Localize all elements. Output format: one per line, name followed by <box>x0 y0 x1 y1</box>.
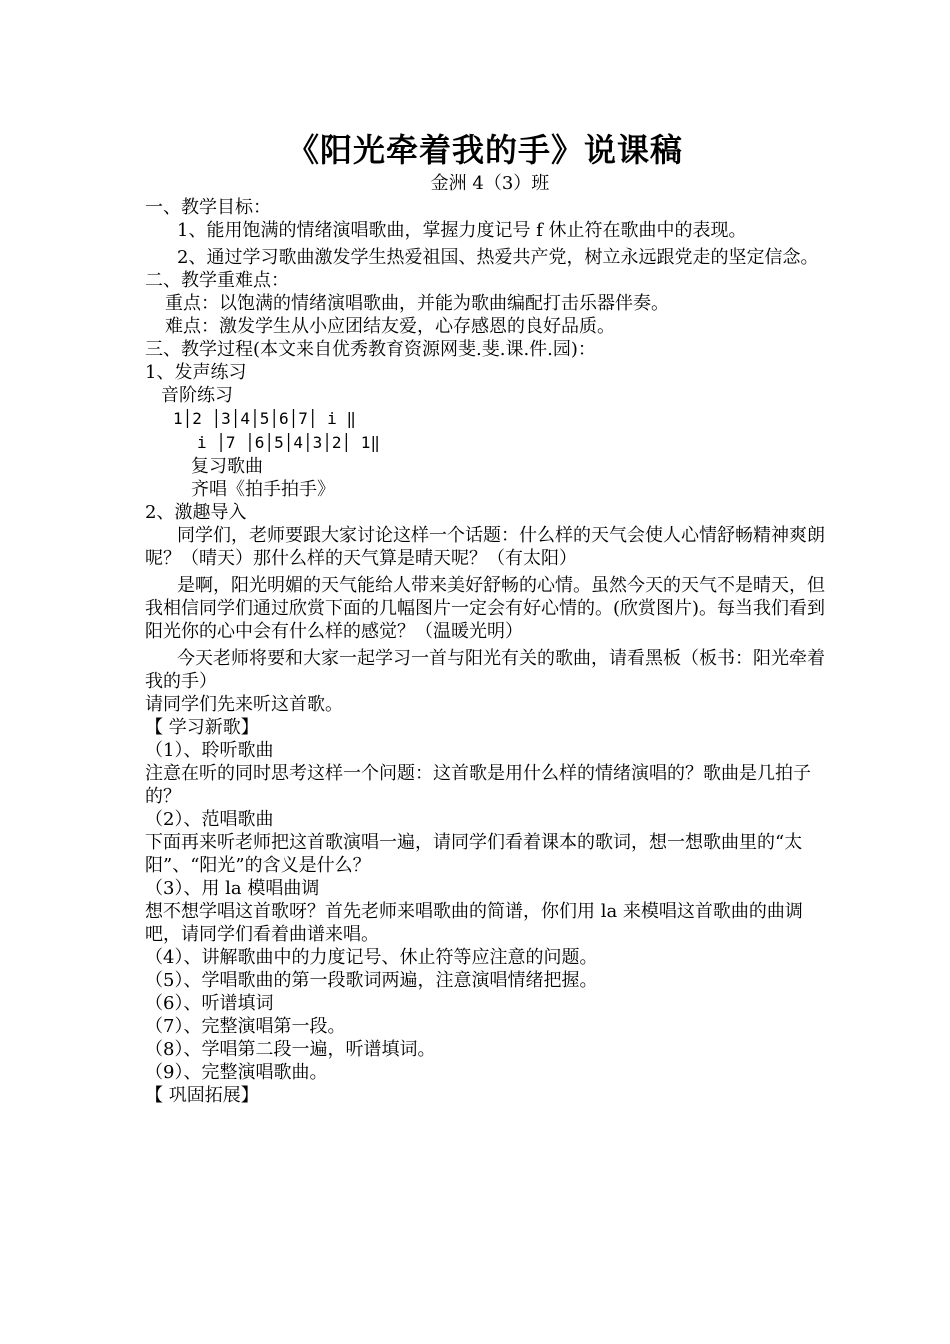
list-item: （8）、学唱第二段一遍，听谱填词。 <box>145 1039 436 1060</box>
list-item: （2）、范唱歌曲 <box>145 809 274 830</box>
step-vocal-practice: 1、发声练习 <box>145 362 247 383</box>
list-item: （4）、讲解歌曲中的力度记号、休止符等应注意的问题。 <box>145 947 598 968</box>
scale-descending: i │7 │6│5│4│3│2│ 1‖ <box>197 433 381 452</box>
intro-paragraph-4: 请同学们先来听这首歌。 <box>145 694 343 715</box>
scale-ascending: 1│2 │3│4│5│6│7│ i ‖ <box>173 409 357 428</box>
goal-2: 2、通过学习歌曲激发学生热爱祖国、热爱共产党，树立永远跟党走的坚定信念。 <box>177 247 819 268</box>
sing-together: 齐唱《拍手拍手》 <box>191 479 335 500</box>
key-point: 重点：以饱满的情绪演唱歌曲，并能为歌曲编配打击乐器伴奏。 <box>165 293 669 314</box>
consolidate-heading: 【 巩固拓展】 <box>145 1085 259 1106</box>
intro-paragraph-3: 今天老师将要和大家一起学习一首与阳光有关的歌曲，请看黑板（板书：阳光牵着我的手） <box>145 648 825 692</box>
author-line: 金洲 4（3）班 <box>430 173 550 194</box>
list-item-text: 下面再来听老师把这首歌演唱一遍，请同学们看着课本的歌词，想一想歌曲里的“太阳”、“阳光”的含义是什么？ <box>145 832 803 876</box>
new-song-heading: 【 学习新歌】 <box>145 717 259 738</box>
list-item-text: 想不想学唱这首歌呀？首先老师来唱歌曲的简谱，你们用 la 来模唱这首歌曲的曲调吧，请同学们看着曲谱来唱。 <box>145 901 803 945</box>
list-item: （1）、聆听歌曲 <box>145 740 274 761</box>
section-heading-goals: 一、教学目标： <box>145 197 271 218</box>
goal-1: 1、能用饱满的情绪演唱歌曲，掌握力度记号 f 休止符在歌曲中的表现。 <box>177 220 747 241</box>
list-item: （3）、用 la 模唱曲调 <box>145 878 320 899</box>
intro-paragraph-1: 同学们，老师要跟大家讨论这样一个话题：什么样的天气会使人心情舒畅精神爽朗呢？（晴天）那什么样的天气算是晴天呢？（有太阳） <box>145 525 825 569</box>
list-item-text: 注意在听的同时思考这样一个问题：这首歌是用什么样的情绪演唱的？歌曲是几拍子的？ <box>145 763 811 807</box>
difficult-point: 难点：激发学生从小应团结友爱，心存感恩的良好品质。 <box>165 316 615 337</box>
list-item: （9）、完整演唱歌曲。 <box>145 1062 328 1083</box>
step-introduction: 2、激趣导入 <box>145 502 247 523</box>
document-page <box>145 128 835 1107</box>
list-item: （6）、听谱填词 <box>145 993 274 1014</box>
list-item: （7）、完整演唱第一段。 <box>145 1016 346 1037</box>
section-heading-key-points: 二、教学重难点： <box>145 270 289 291</box>
scale-practice-title: 音阶练习 <box>161 385 233 406</box>
intro-paragraph-2: 是啊，阳光明媚的天气能给人带来美好舒畅的心情。虽然今天的天气不是晴天，但我相信同学们通过欣赏下面的几幅图片一定会有好心情的。(欣赏图片)。每当我们看到阳光你的心中会有什么样的感觉？（温暖光明） <box>145 575 826 642</box>
section-heading-process: 三、教学过程(本文来自优秀教育资源网斐.斐.课.件.园)： <box>145 339 596 360</box>
document-title: 《阳光牵着我的手》说课稿 <box>286 131 683 169</box>
review-song: 复习歌曲 <box>191 456 263 477</box>
list-item: （5）、学唱歌曲的第一段歌词两遍，注意演唱情绪把握。 <box>145 970 598 991</box>
